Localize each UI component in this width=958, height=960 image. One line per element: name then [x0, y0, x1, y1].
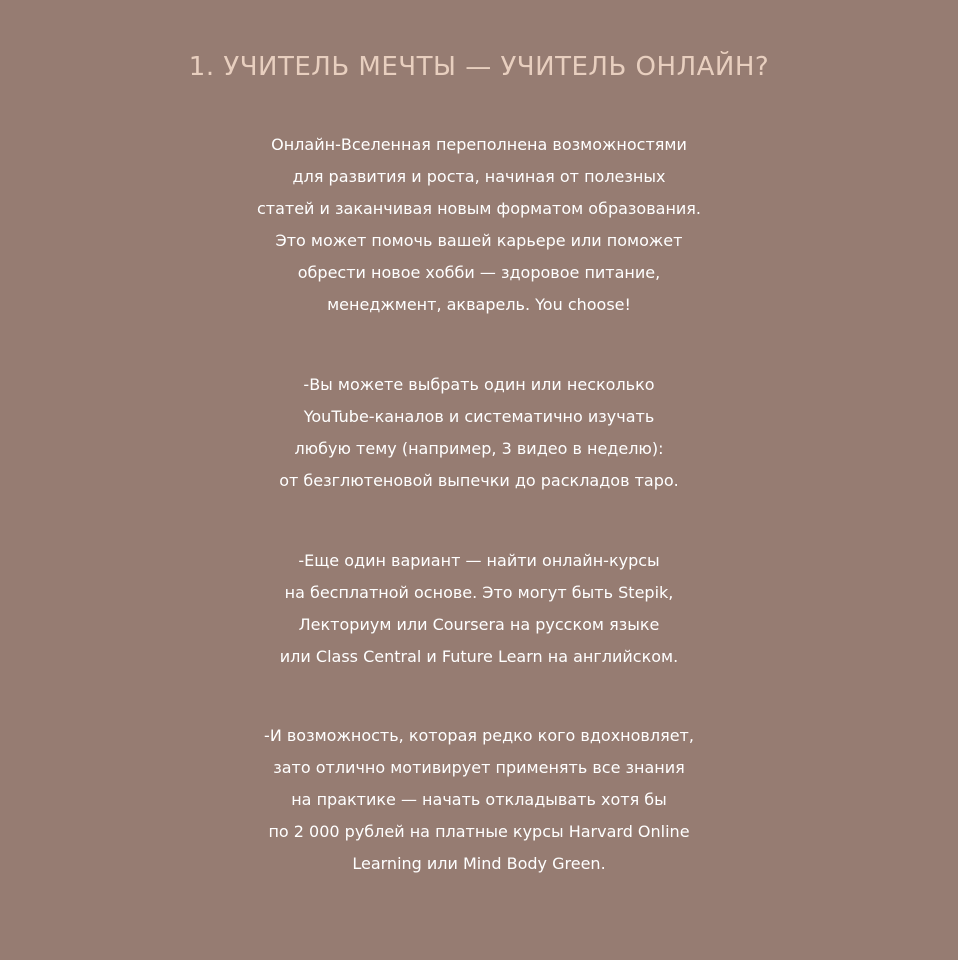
text-line: обрести новое хобби — здоровое питание, [297, 263, 661, 282]
text-line: на бесплатной основе. Это могут быть Stepik, [284, 583, 674, 602]
text-line: Лекториум или Coursera на русском языке [298, 615, 660, 634]
text-line: для развития и роста, начиная от полезных [292, 167, 666, 186]
paragraph-paid-courses [0, 720, 958, 880]
text-line: любую тему (например, 3 видео в неделю): [294, 439, 664, 458]
text-line: или Class Central и Future Learn на английском. [279, 647, 679, 666]
paragraph-youtube [0, 369, 958, 497]
page-title: 1. УЧИТЕЛЬ МЕЧТЫ — УЧИТЕЛЬ ОНЛАЙН? [188, 52, 770, 82]
text-line: менеджмент, акварель. You choose! [327, 295, 631, 314]
text-line: -Вы можете выбрать один или несколько [303, 375, 655, 394]
paragraph-intro [0, 129, 958, 321]
text-line: по 2 000 рублей на платные курсы Harvard Online [268, 822, 690, 841]
text-line: YouTube-каналов и систематично изучать [303, 407, 655, 426]
text-line: на практике — начать откладывать хотя бы [291, 790, 667, 809]
text-line: зато отлично мотивирует применять все знания [273, 758, 685, 777]
text-line: -И возможность, которая редко кого вдохновляет, [264, 726, 694, 745]
text-line: от безглютеновой выпечки до раскладов таро. [279, 471, 679, 490]
text-line: Это может помочь вашей карьере или поможет [275, 231, 683, 250]
text-line: -Еще один вариант — найти онлайн-курсы [298, 551, 660, 570]
text-line: Learning или Mind Body Green. [352, 854, 606, 873]
paragraph-free-courses [0, 545, 958, 673]
text-line: Онлайн-Вселенная переполнена возможностями [271, 135, 687, 154]
text-line: статей и заканчивая новым форматом образования. [256, 199, 702, 218]
